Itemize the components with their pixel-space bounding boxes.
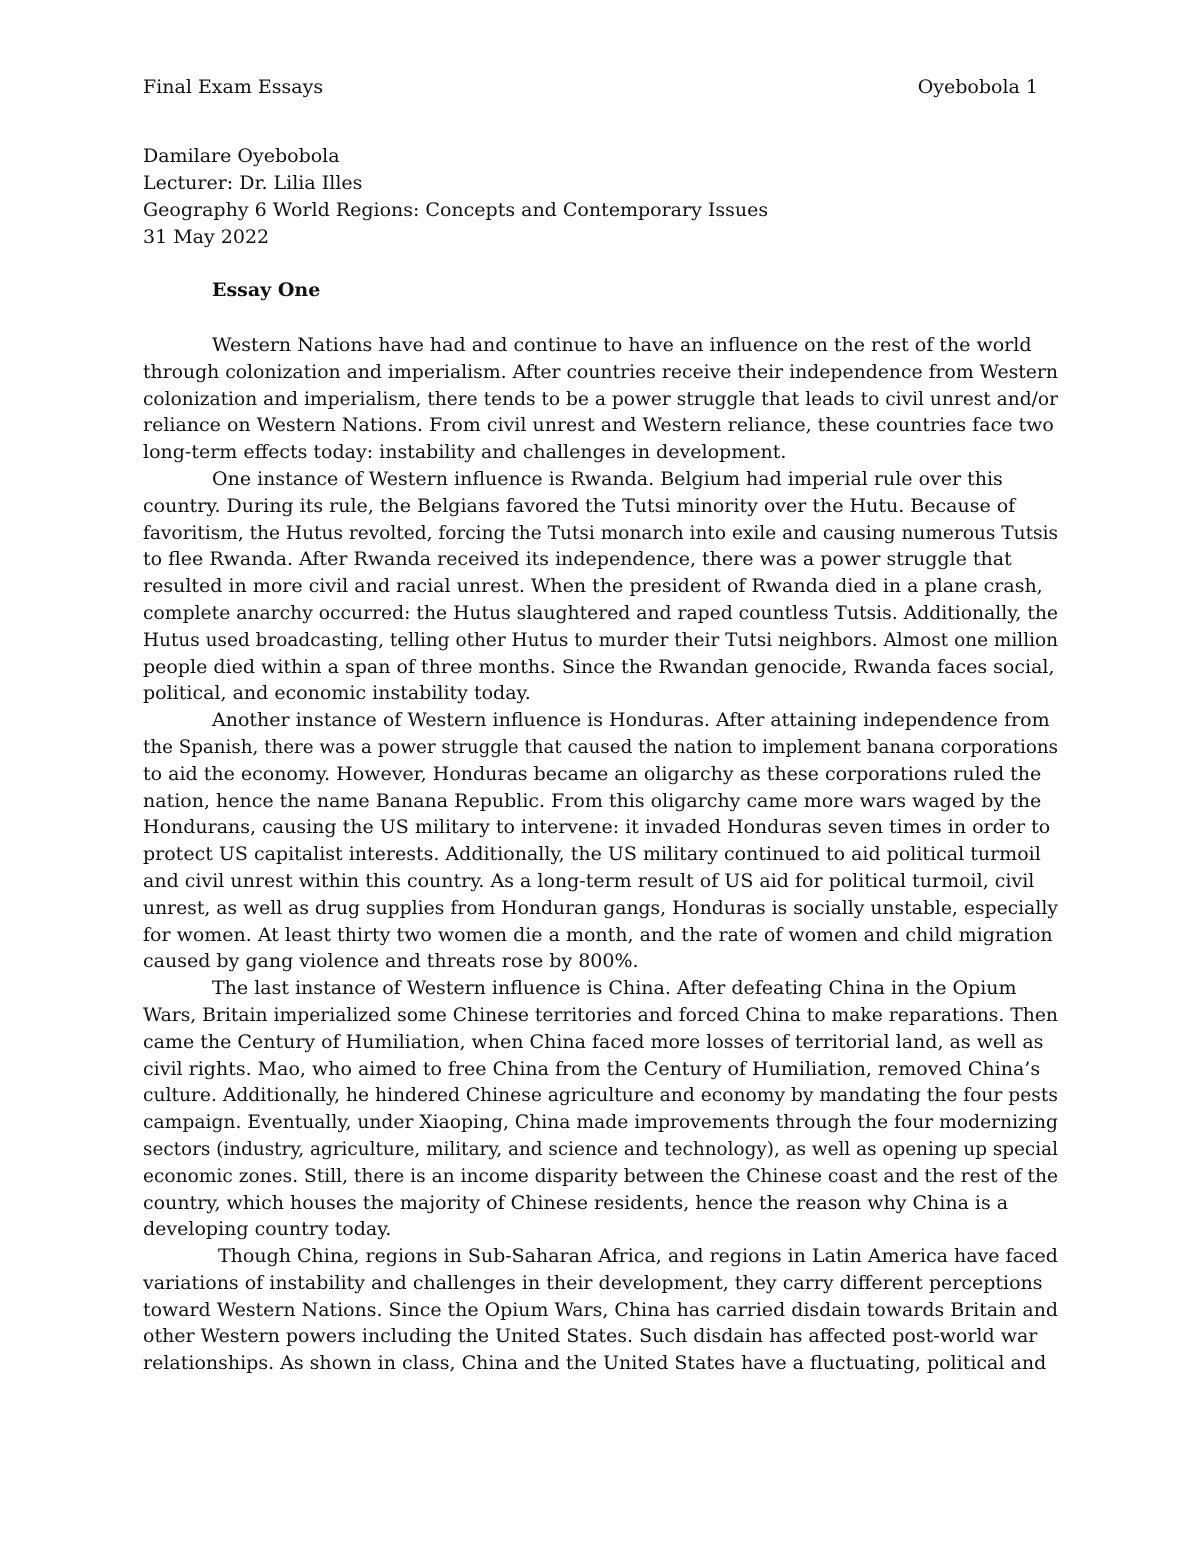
paragraph [143, 466, 1058, 707]
text-line: resulted in more civil and racial unrest. When the president of Rwanda died in a plane crash, [143, 575, 1043, 598]
text-line: country. During its rule, the Belgians favored the Tutsi minority over the Hutu. Because of [143, 494, 1016, 517]
text-line: political, and economic instability today. [143, 682, 531, 705]
text-line: country, which houses the majority of Chinese residents, hence the reason why China is a [143, 1191, 1009, 1214]
paragraph [143, 1243, 1058, 1377]
essay-body [143, 332, 1058, 1377]
text-line: people died within a span of three months. Since the Rwandan genocide, Rwanda faces social, [143, 655, 1055, 678]
text-line: culture. Additionally, he hindered Chinese agriculture and economy by mandating the four pests [143, 1084, 1058, 1107]
text-line: long-term effects today: instability and challenges in development. [143, 441, 787, 464]
text-line: protect US capitalist interests. Additionally, the US military continued to aid political turmoil [143, 843, 1041, 866]
text-line: Another instance of Western influence is Honduras. After attaining independence from [212, 709, 1050, 732]
text-line: through colonization and imperialism. After countries receive their independence from Western [143, 360, 1059, 383]
text-line: variations of instability and challenges in their development, they carry different perceptions [143, 1271, 1043, 1294]
text-line: relationships. As shown in class, China and the United States have a fluctuating, political and [143, 1352, 1047, 1375]
text-line: sectors (industry, agriculture, military, and science and technology), as well as opening up special [143, 1137, 1058, 1160]
header-title: Final Exam Essays [143, 76, 324, 98]
page-header [143, 73, 1038, 101]
text-line: favoritism, the Hutus revolted, forcing the Tutsi monarch into exile and causing numerous Tutsis [143, 521, 1059, 544]
text-line: One instance of Western influence is Rwanda. Belgium had imperial rule over this [212, 467, 1003, 490]
text-line: toward Western Nations. Since the Opium Wars, China has carried disdain towards Britain and [143, 1298, 1059, 1321]
mla-heading [143, 143, 1058, 251]
text-line: Western Nations have had and continue to have an influence on the rest of the world [212, 334, 1032, 356]
text-line: caused by gang violence and threats rose by 800%. [143, 950, 639, 973]
text-line: the Spanish, there was a power struggle that caused the nation to implement banana corporations [143, 735, 1059, 758]
paragraph [143, 975, 1058, 1243]
essay-title: Essay One [212, 279, 321, 301]
course-name: Geography 6 World Regions: Concepts and Contemporary Issues [143, 199, 769, 221]
header-page-number: Oyebobola 1 [917, 76, 1038, 98]
text-line: nation, hence the name Banana Republic. From this oligarchy came more wars waged by the [143, 789, 1042, 812]
text-line: campaign. Eventually, under Xiaoping, China made improvements through the four modernizing [143, 1111, 1058, 1134]
text-line: came the Century of Humiliation, when China faced more losses of territorial land, as well as [143, 1030, 1044, 1053]
text-line: developing country today. [143, 1218, 392, 1241]
text-line: economic zones. Still, there is an income disparity between the Chinese coast and the rest of the [143, 1164, 1059, 1187]
document-date: 31 May 2022 [143, 226, 270, 248]
paragraph [143, 332, 1058, 466]
text-line: civil rights. Mao, who aimed to free China from the Century of Humiliation, removed China’s [143, 1057, 1041, 1080]
lecturer-name: Lecturer: Dr. Lilia Illes [143, 172, 363, 194]
text-line: colonization and imperialism, there tends to be a power struggle that leads to civil unrest and/or [143, 387, 1059, 410]
text-line: Though China, regions in Sub-Saharan Africa, and regions in Latin America have faced [211, 1245, 1058, 1268]
text-line: Hondurans, causing the US military to intervene: it invaded Honduras seven times in order to [143, 816, 1051, 839]
text-line: complete anarchy occurred: the Hutus slaughtered and raped countless Tutsis. Additionally, the [143, 601, 1059, 624]
text-line: and civil unrest within this country. As a long-term result of US aid for political turmoil, civil [143, 869, 1035, 892]
text-line: other Western powers including the United States. Such disdain has affected post-world war [143, 1325, 1038, 1348]
text-line: to flee Rwanda. After Rwanda received its independence, there was a power struggle that [143, 548, 1012, 571]
text-line: Wars, Britain imperialized some Chinese territories and forced China to make reparations. Then [143, 1003, 1058, 1026]
text-line: The last instance of Western influence is China. After defeating China in the Opium [212, 977, 1017, 1000]
text-line: unrest, as well as drug supplies from Honduran gangs, Honduras is socially unstable, especially [143, 896, 1058, 919]
text-line: Hutus used broadcasting, telling other Hutus to murder their Tutsi neighbors. Almost one million [143, 628, 1059, 651]
text-line: to aid the economy. However, Honduras became an oligarchy as these corporations ruled the [143, 762, 1042, 785]
text-line: reliance on Western Nations. From civil unrest and Western reliance, these countries face two [143, 414, 1054, 437]
text-line: for women. At least thirty two women die a month, and the rate of women and child migration [143, 923, 1053, 946]
paragraph [143, 707, 1058, 975]
student-name: Damilare Oyebobola [143, 145, 340, 167]
